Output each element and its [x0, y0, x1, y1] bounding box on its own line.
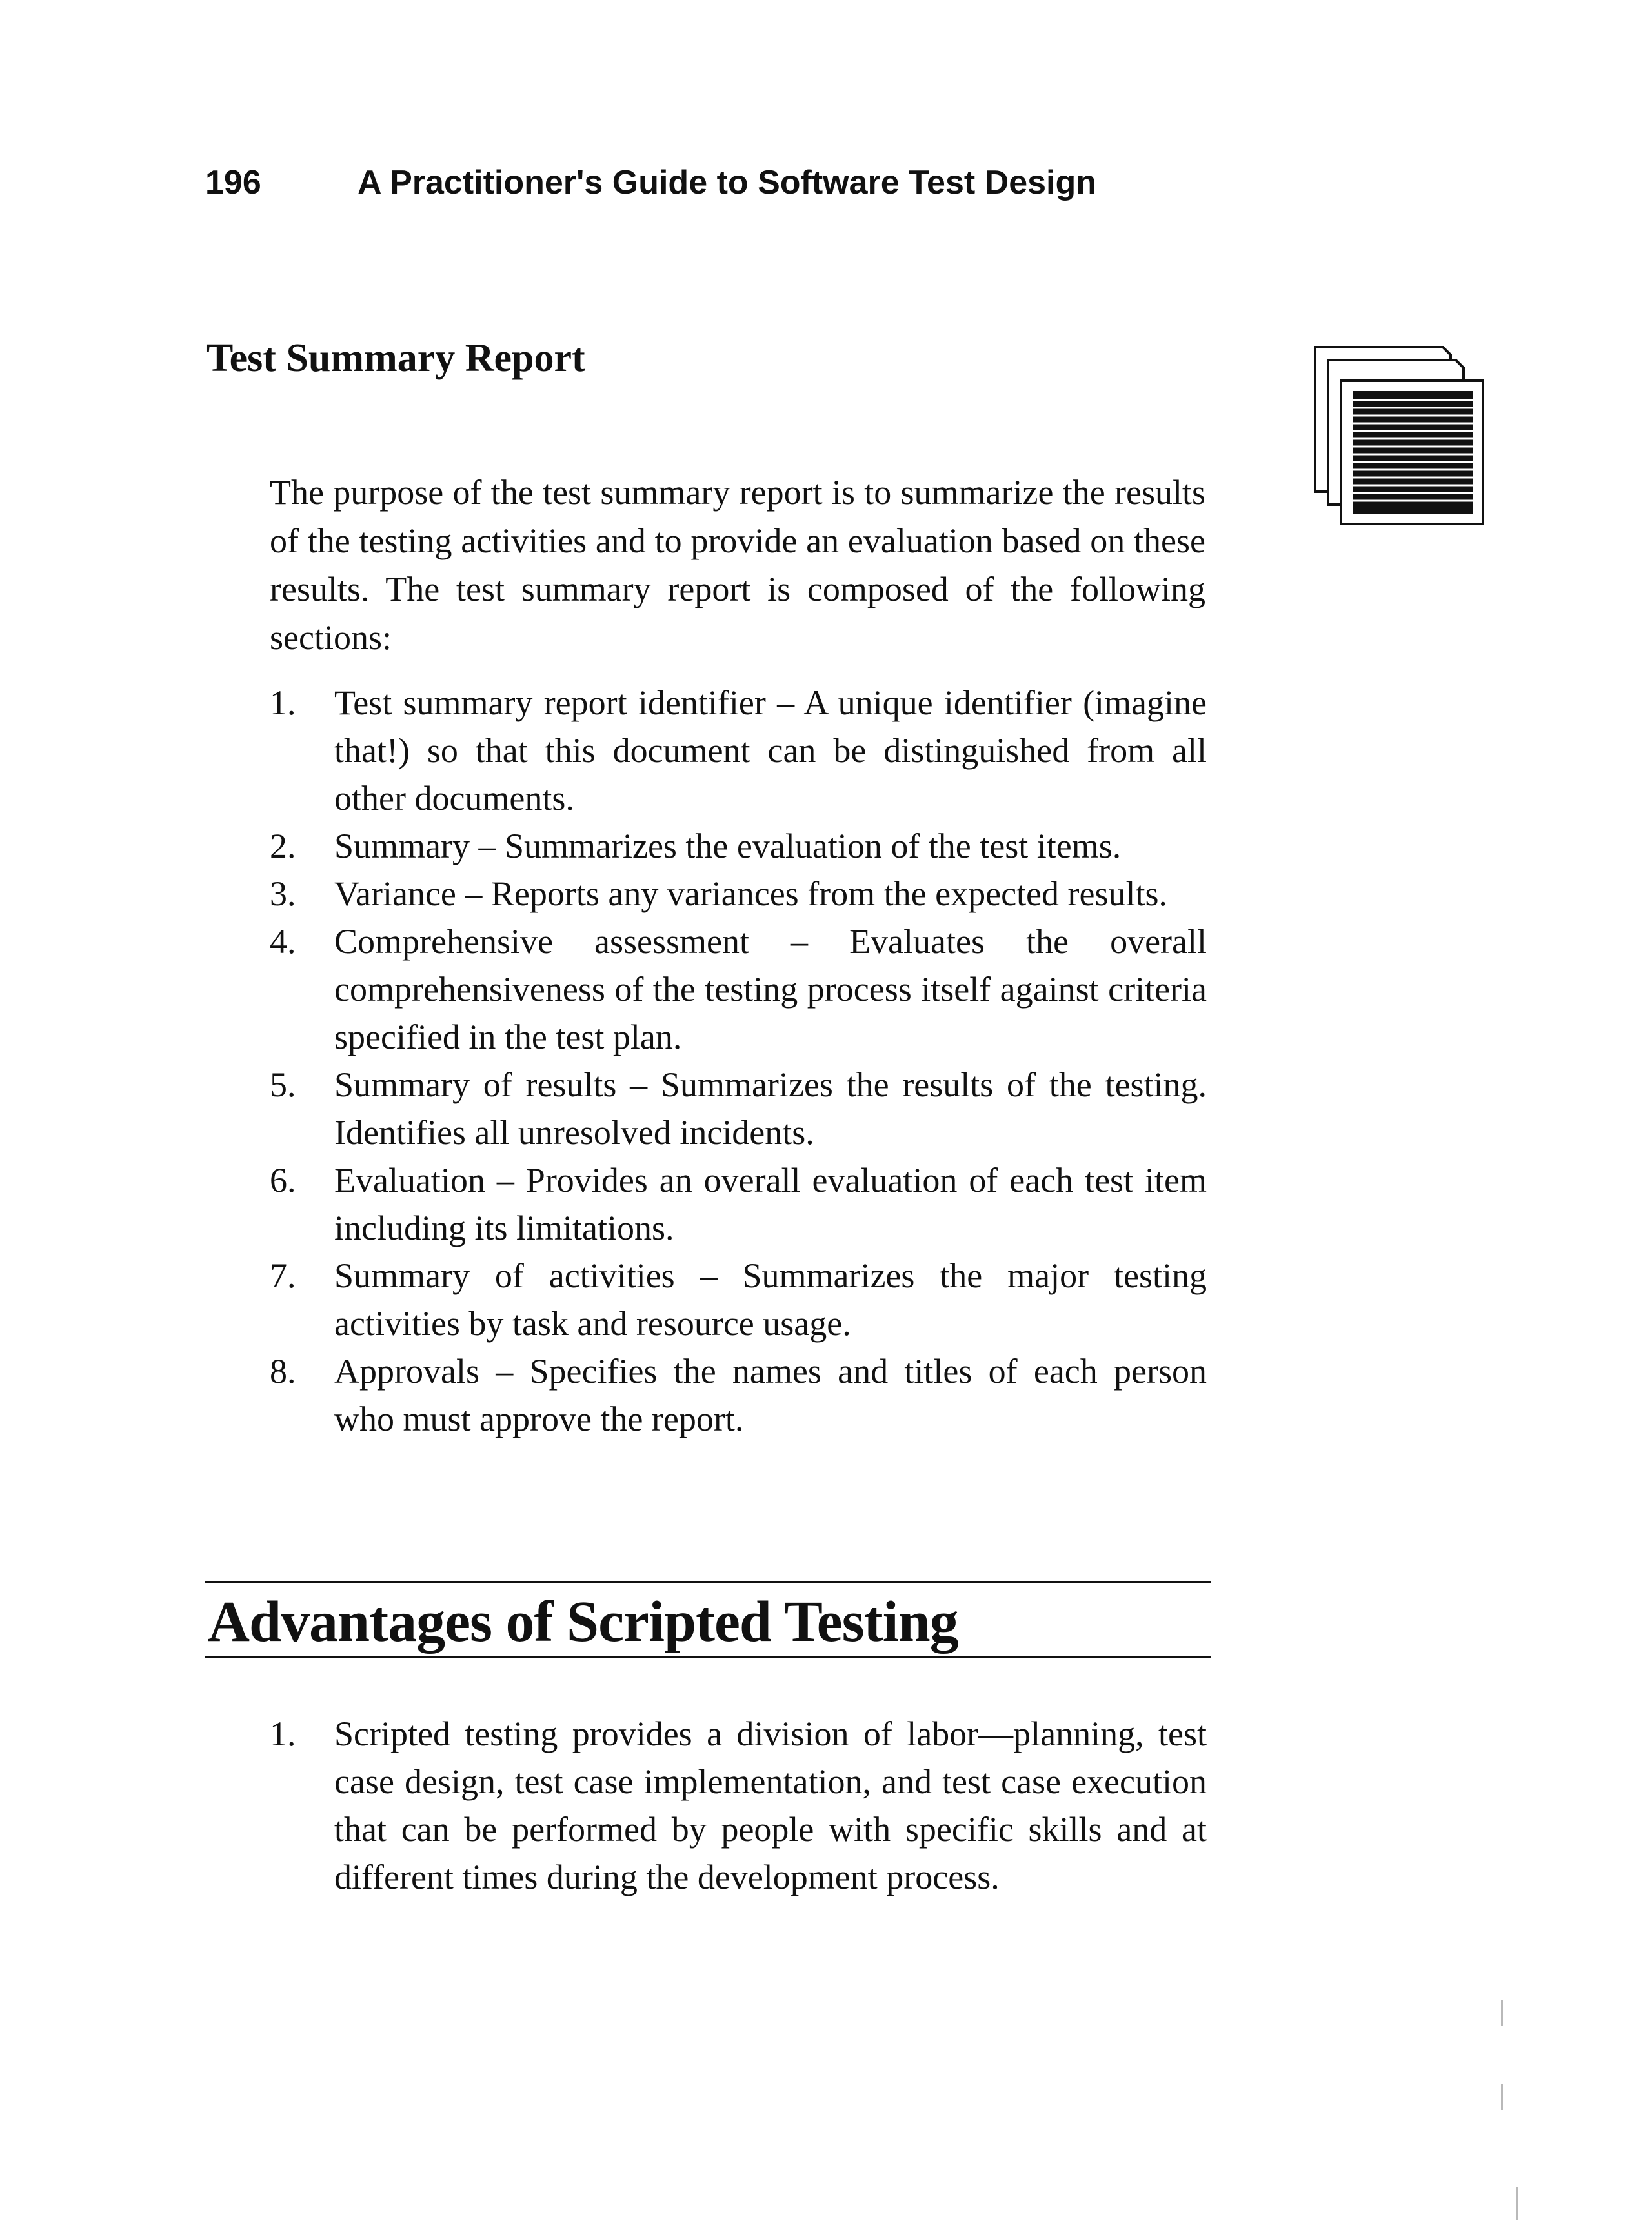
item-number: 1.: [270, 1714, 296, 1753]
section-title: Test Summary Report: [206, 336, 585, 380]
item-text: Evaluation – Provides an overall evaluation of each test item including its limitations.: [334, 1161, 1207, 1247]
item-number: 3.: [270, 874, 296, 913]
item-number: 6.: [270, 1161, 296, 1200]
item-text: Scripted testing provides a division of labor—planning, test case design, test case implementation, and test case execution that can be performed by people with specific skills and at different times during the development process.: [334, 1714, 1207, 1896]
item-number: 2.: [270, 827, 296, 865]
chapter-heading: Advantages of Scripted Testing: [208, 1590, 958, 1654]
book-title: A Practitioner's Guide to Software Test Design: [358, 164, 1097, 201]
list-item: [270, 918, 1207, 1061]
list-item: [270, 1347, 1207, 1443]
item-text: Comprehensive assessment – Evaluates the overall comprehensiveness of the testing process itself against criteria specified in the test plan.: [334, 922, 1207, 1056]
running-head: [205, 160, 1238, 205]
stacked-documents-icon: [1314, 346, 1488, 528]
item-number: 7.: [270, 1256, 296, 1295]
item-number: 8.: [270, 1352, 296, 1391]
item-text: Variance – Reports any variances from the expected results.: [334, 874, 1167, 913]
item-text: Test summary report identifier – A unique identifier (imagine that!) so that this document can be distinguished from all other documents.: [334, 683, 1207, 818]
item-text: Summary – Summarizes the evaluation of the test items.: [334, 827, 1122, 865]
report-sections-list: [270, 679, 1207, 1443]
scan-mark: [1516, 2187, 1518, 2220]
list-item: [270, 1156, 1207, 1252]
heading-rule-bottom: [205, 1656, 1211, 1658]
page-number: 196: [205, 164, 261, 201]
heading-rule-top: [205, 1581, 1211, 1583]
item-number: 5.: [270, 1065, 296, 1104]
scan-mark: [1501, 2084, 1503, 2110]
list-item: [270, 679, 1207, 822]
intro-paragraph: The purpose of the test summary report is to summarize the results of the testing activities and to provide an evaluation based on these results. The test summary report is composed of the following sections:: [270, 473, 1205, 657]
list-item: [270, 1061, 1207, 1156]
item-text: Approvals – Specifies the names and titles of each person who must approve the report.: [334, 1352, 1207, 1438]
list-item: [270, 1252, 1207, 1347]
item-number: 1.: [270, 683, 296, 722]
item-number: 4.: [270, 922, 296, 961]
list-item: [270, 1710, 1207, 1901]
item-text: Summary of results – Summarizes the results of the testing. Identifies all unresolved incidents.: [334, 1065, 1207, 1152]
item-text: Summary of activities – Summarizes the major testing activities by task and resource usage.: [334, 1256, 1207, 1343]
advantages-list: [270, 1710, 1207, 1901]
scan-mark: [1501, 2000, 1503, 2026]
list-item: [270, 870, 1207, 918]
list-item: [270, 822, 1207, 870]
